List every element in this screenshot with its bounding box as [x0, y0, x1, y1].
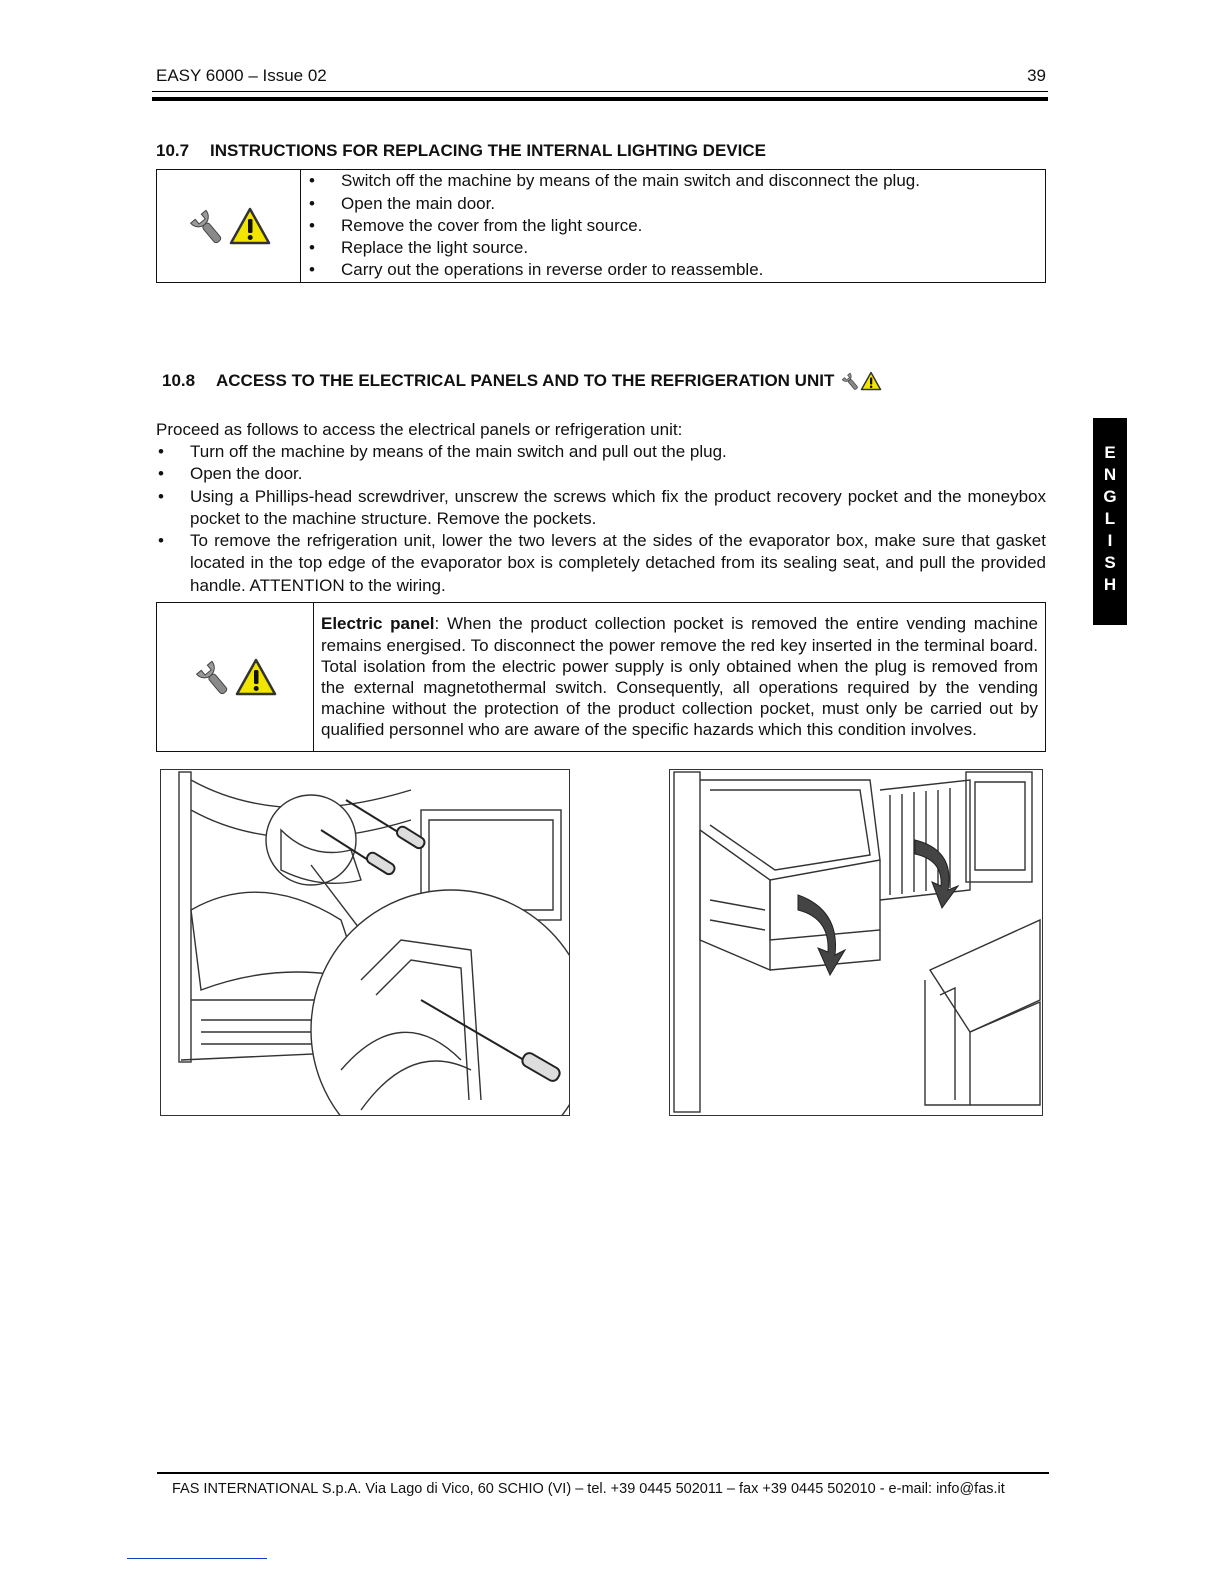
warning-body: : When the product collection pocket is removed the entire vending machine remains energised. To disconnect the power remove the red key inserted in the terminal board. Total isolation from the electric power supply is only obtained when the plug is removed from the external magnetothermal switch. Consequently, all operations required by the vending machine without the protection of the product collection pocket, must only be carried out by qualified personnel who are aware of the specific hazards which this condition involves.	[321, 614, 1038, 740]
pocket-removal-illustration	[161, 770, 569, 1115]
section-title: ACCESS TO THE ELECTRICAL PANELS AND TO THE REFRIGERATION UNIT	[216, 371, 835, 390]
list-item: • Using a Phillips-head screwdriver, unscrew the screws which fix the product recovery pocket and the moneybox pocket to the machine structure. Remove the pockets.	[156, 486, 1046, 531]
warning-triangle-icon	[860, 371, 882, 391]
list-item: • Replace the light source.	[301, 237, 1045, 259]
list-item: • Remove the cover from the light source.	[301, 215, 1045, 237]
language-letter: G	[1103, 487, 1117, 506]
section-number: 10.7	[156, 141, 190, 160]
refrigeration-unit-illustration	[670, 770, 1042, 1115]
language-letter: H	[1103, 575, 1117, 594]
header-rule-thin	[152, 91, 1048, 92]
language-letter: E	[1104, 443, 1116, 462]
access-steps-list	[156, 441, 1046, 597]
icon-cell	[157, 603, 314, 752]
language-letter: I	[1107, 531, 1113, 550]
figure-refrigeration-unit	[669, 769, 1043, 1116]
list-item: • Open the main door.	[301, 193, 1045, 215]
list-item: • Switch off the machine by means of the main switch and disconnect the plug.	[301, 170, 1045, 192]
steps-cell	[301, 170, 1046, 283]
footer-rule	[157, 1472, 1049, 1474]
language-tab	[1093, 418, 1127, 625]
section-title: INSTRUCTIONS FOR REPLACING THE INTERNAL LIGHTING DEVICE	[210, 141, 766, 160]
list-item: • Turn off the machine by means of the main switch and pull out the plug.	[156, 441, 1046, 463]
list-item: • Open the door.	[156, 463, 1046, 485]
maintenance-icons	[157, 206, 300, 246]
language-letter: S	[1104, 553, 1116, 572]
document-title: EASY 6000 – Issue 02	[156, 66, 327, 85]
list-item: • To remove the refrigeration unit, lower the two levers at the sides of the evaporator box, make sure that gasket located in the top edge of the evaporator box is completely detached from its sealing seat, and pull the provided handle. ATTENTION to the wiring.	[156, 530, 1046, 597]
warning-triangle-icon	[228, 206, 272, 246]
footer-text: FAS INTERNATIONAL S.p.A. Via Lago di Vico, 60 SCHIO (VI) – tel. +39 0445 502011 – fax +39 0445 502010 - e-mail: info@fas.it	[172, 1481, 1005, 1497]
footnote-separator	[127, 1558, 267, 1559]
warning-label: Electric panel	[321, 614, 435, 634]
page-number: 39	[1027, 66, 1046, 85]
icon-cell	[157, 170, 301, 283]
warning-triangle-icon	[234, 657, 278, 697]
lighting-instructions-box	[156, 169, 1046, 283]
section-intro: Proceed as follows to access the electrical panels or refrigeration unit:	[156, 420, 683, 439]
section-number: 10.8	[162, 371, 196, 390]
electric-panel-warning-box	[156, 602, 1046, 752]
wrench-icon	[186, 206, 226, 246]
warning-text-cell	[314, 603, 1046, 752]
lighting-steps-list	[301, 170, 1045, 281]
figure-pocket-removal	[160, 769, 570, 1116]
section-10-7-heading	[156, 141, 766, 161]
list-item: • Carry out the operations in reverse order to reassemble.	[301, 259, 1045, 281]
language-letter: N	[1103, 465, 1117, 484]
header-rule-thick	[152, 97, 1048, 101]
section-10-8-heading	[162, 371, 882, 391]
maintenance-icons	[157, 657, 313, 697]
warning-paragraph	[314, 612, 1045, 741]
wrench-icon	[840, 371, 860, 391]
language-letter: L	[1104, 509, 1116, 528]
wrench-icon	[192, 657, 232, 697]
